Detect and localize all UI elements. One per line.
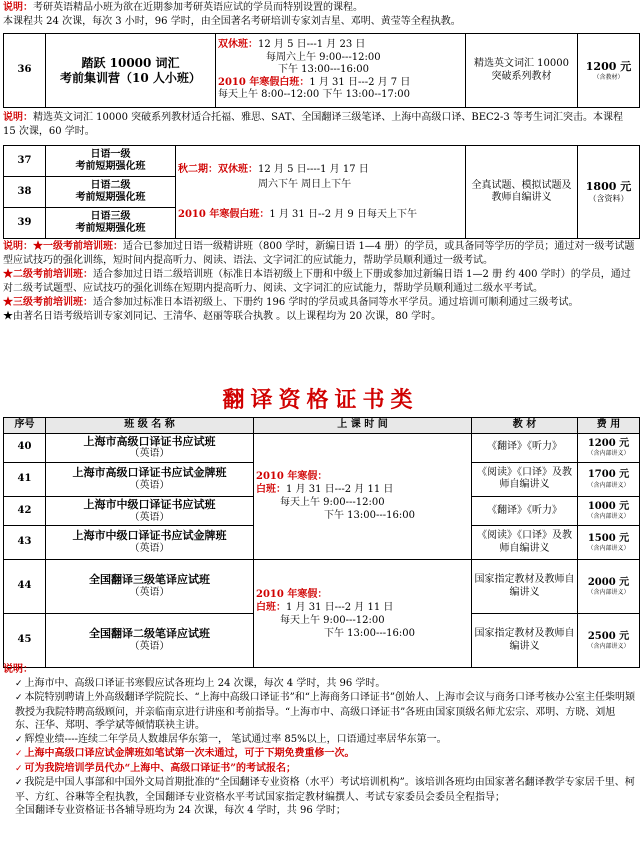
col-header-time: 上 课 时 间 [254, 418, 472, 434]
list-item: 本院特别聘请上外高级翻译学院院长、“上海中高级口译证书”和“上海商务口译证书”创始人、上海市会议与商务口译考核办公室主任柴明颎教授为我院特聘高级顾问，并亲临南京进行讲座和考前指导。“上海市中、高级口译证书”各班由国家顶级名师尤宏宗、邓明、方晓、刘旭东、汪华、郑明、季学斌等倾情联袂主讲。 [15, 692, 635, 731]
course-number: 40 [4, 433, 46, 462]
course-fee: 1700 元 （含内部讲义） [578, 462, 640, 496]
course-material: 精选英文词汇 10000 突破系列教材 [466, 34, 578, 108]
course-name: 踏跃 10000 词汇 考前集训营（10 人小班） [46, 34, 216, 108]
note-text: 考研英语精品小班为欲在近期参加考研英语应试的学员而特别设置的课程。 [33, 2, 363, 13]
intro-note [3, 1, 635, 29]
course-number: 39 [4, 208, 46, 239]
course-fee: 1500 元 （含内部讲义） [578, 526, 640, 560]
course-name: 上海市高级口译证书应试班 （英语） [46, 433, 254, 462]
note-text: 本课程共 24 次课，每次 3 小时，96 学时，由全国著名考研培训专家刘吉星、邓明、黄莹等全程执教。 [3, 16, 461, 27]
japanese-courses-table [3, 145, 640, 239]
course-fee: 1200 元 （含内部讲义） [578, 433, 640, 462]
course-number: 44 [4, 560, 46, 614]
course-number: 38 [4, 177, 46, 208]
check-icon: ✓ [15, 778, 23, 788]
list-item: 上海市中、高级口译证书寒假应试各班均上 24 次课，每次 4 学时，共 96 学时。 [24, 677, 386, 689]
course-number: 37 [4, 146, 46, 177]
course-name: 上海市中级口译证书应试班 （英语） [46, 496, 254, 525]
check-icon: ✓ [15, 763, 23, 774]
course-material: 《翻译》《听力》 [472, 433, 578, 462]
course-name: 全国翻译三级笔译应试班 （英语） [46, 560, 254, 614]
course-36-note: 说明：精选英文词汇 10000 突破系列教材适合托福、雅思、SAT、全国翻译三级笔译、上海中高级口译、BEC2-3 等考生词汇突击。本课程 15 次课，60 学时。 [3, 112, 623, 137]
col-header-name: 班 级 名 称 [46, 418, 254, 434]
course-schedule: 2010 年寒假： 白班：1 月 31 日---2 月 11 日 每天上午 9:00---12:00 下午 13:00---16:00 [254, 560, 472, 668]
course-name: 上海市中级口译证书应试金牌班 （英语） [46, 526, 254, 560]
course-material: 《阅读》《口译》及教师自编讲义 [472, 526, 578, 560]
course-name: 上海市高级口译证书应试金牌班 （英语） [46, 462, 254, 496]
check-icon: ✓ [15, 678, 23, 689]
col-header-fee: 费 用 [578, 418, 640, 434]
course-name: 全国翻译二级笔译应试班 （英语） [46, 614, 254, 668]
course-name: 日语三级 考前短期强化班 [46, 208, 176, 239]
course-number: 43 [4, 526, 46, 560]
course-material: 《翻译》《听力》 [472, 496, 578, 525]
course-schedule: 秋二期：双休班：12 月 5 日----1 月 17 日 周六下午 周日上下午 2010 年寒假白班：1 月 31 日--2 月 9 日每天上下午 [176, 146, 466, 239]
course-fee: 1800 元 （含资料） [578, 146, 640, 239]
list-item: 可为我院培训学员代办“上海中、高级口译证书”的考试报名； [24, 762, 297, 774]
col-header-material: 教 材 [472, 418, 578, 434]
note-label: 说明： [3, 2, 33, 13]
course-number: 42 [4, 496, 46, 525]
section-title: 翻译资格证书类 [222, 387, 419, 413]
list-item: 全国翻译专业资格证书各辅导班均为 24 次课，每次 4 学时，共 96 学时； [15, 805, 346, 816]
list-item: 我院是中国人事部和中国外文局首期批准的“全国翻译专业资格（水平）考试培训机构”。该培训各班均由国家著名翻译教学专家居千里、柯平、方红、谷琳等全程执教，全国翻译专业资格水平考试国家指定教材编撰人、考试专家委员会委员全程指导； [15, 777, 635, 803]
translation-courses-table [3, 417, 640, 668]
check-icon: ✓ [15, 749, 23, 759]
course-material: 《阅读》《口译》及教师自编讲义 [472, 462, 578, 496]
course-fee: 1000 元 （含内部讲义） [578, 496, 640, 525]
course-number: 41 [4, 462, 46, 496]
col-header-number: 序号 [4, 418, 46, 434]
list-item: 上海中高级口译应试金牌班如笔试第一次未通过，可于下期免费重修一次。 [24, 748, 355, 759]
course-fee: 2500 元 （含内部讲义） [578, 614, 640, 668]
japanese-note: 说明：★一级考前培训班：适合已参加过日语一级精讲班（800 学时，新编日语 1—4 册）的学员，或具备同等学历的学员；通过对一级考试题型应试技巧的强化训练，短时间内提高听力、阅读、语法、文字词汇的应试能力，帮助学员顺利通过一级考试。 ★二级考前培训班：适合参加过日语二级培训班（标准日本语初级上下册和中级上下册或参加过新编日语 1—2 册 约 400 学时）的学员，通过对二级考试题型、应试技巧的强化训练在短期内提高听力、阅读、文字词汇的应试能力，帮助学员顺利通过二级水平考试。 ★三级考前培训班：适合参加过标准日本语初级上、下册约 196 学时的学员或具备同等水平学员。通过培训可顺利通过三级考试。 ★由著名日语考级培训专家刘同记、王清华、赵丽等联合执教 。以上课程均为 20 次课，80 学时。 [3, 241, 635, 322]
course-fee: 2000 元 （含内部讲义） [578, 560, 640, 614]
course-fee: 1200 元 （含教材） [578, 34, 640, 108]
course-material: 国家指定教材及教师自编讲义 [472, 560, 578, 614]
translation-note [3, 663, 635, 818]
course-number: 45 [4, 614, 46, 668]
course-number: 36 [4, 34, 46, 108]
course-name: 日语二级 考前短期强化班 [46, 177, 176, 208]
course-name: 日语一级 考前短期强化班 [46, 146, 176, 177]
course-36-table [3, 33, 640, 108]
note-label: 说明： [3, 664, 33, 675]
check-icon: ✓ [15, 693, 23, 703]
course-schedule: 双休班：12 月 5 日---1 月 23 日 每周六上午 9:00---12:00 下午 13:00---16:00 2010 年寒假白班：1 月 31 日---2 月 7 日 每天上午 8:00--12:00 下午 13:00--17:00 [216, 34, 466, 108]
list-item: 辉煌业绩----连续二年学员人数雄居华东第一， 笔试通过率 85%以上，口语通过率居华东第一。 [24, 733, 447, 745]
course-schedule: 2010 年寒假： 白班：1 月 31 日---2 月 11 日 每天上午 9:00---12:00 下午 13:00---16:00 [254, 433, 472, 560]
course-material: 国家指定教材及教师自编讲义 [472, 614, 578, 668]
course-material: 全真试题、模拟试题及教师自编讲义 [466, 146, 578, 239]
check-icon: ✓ [15, 734, 23, 745]
